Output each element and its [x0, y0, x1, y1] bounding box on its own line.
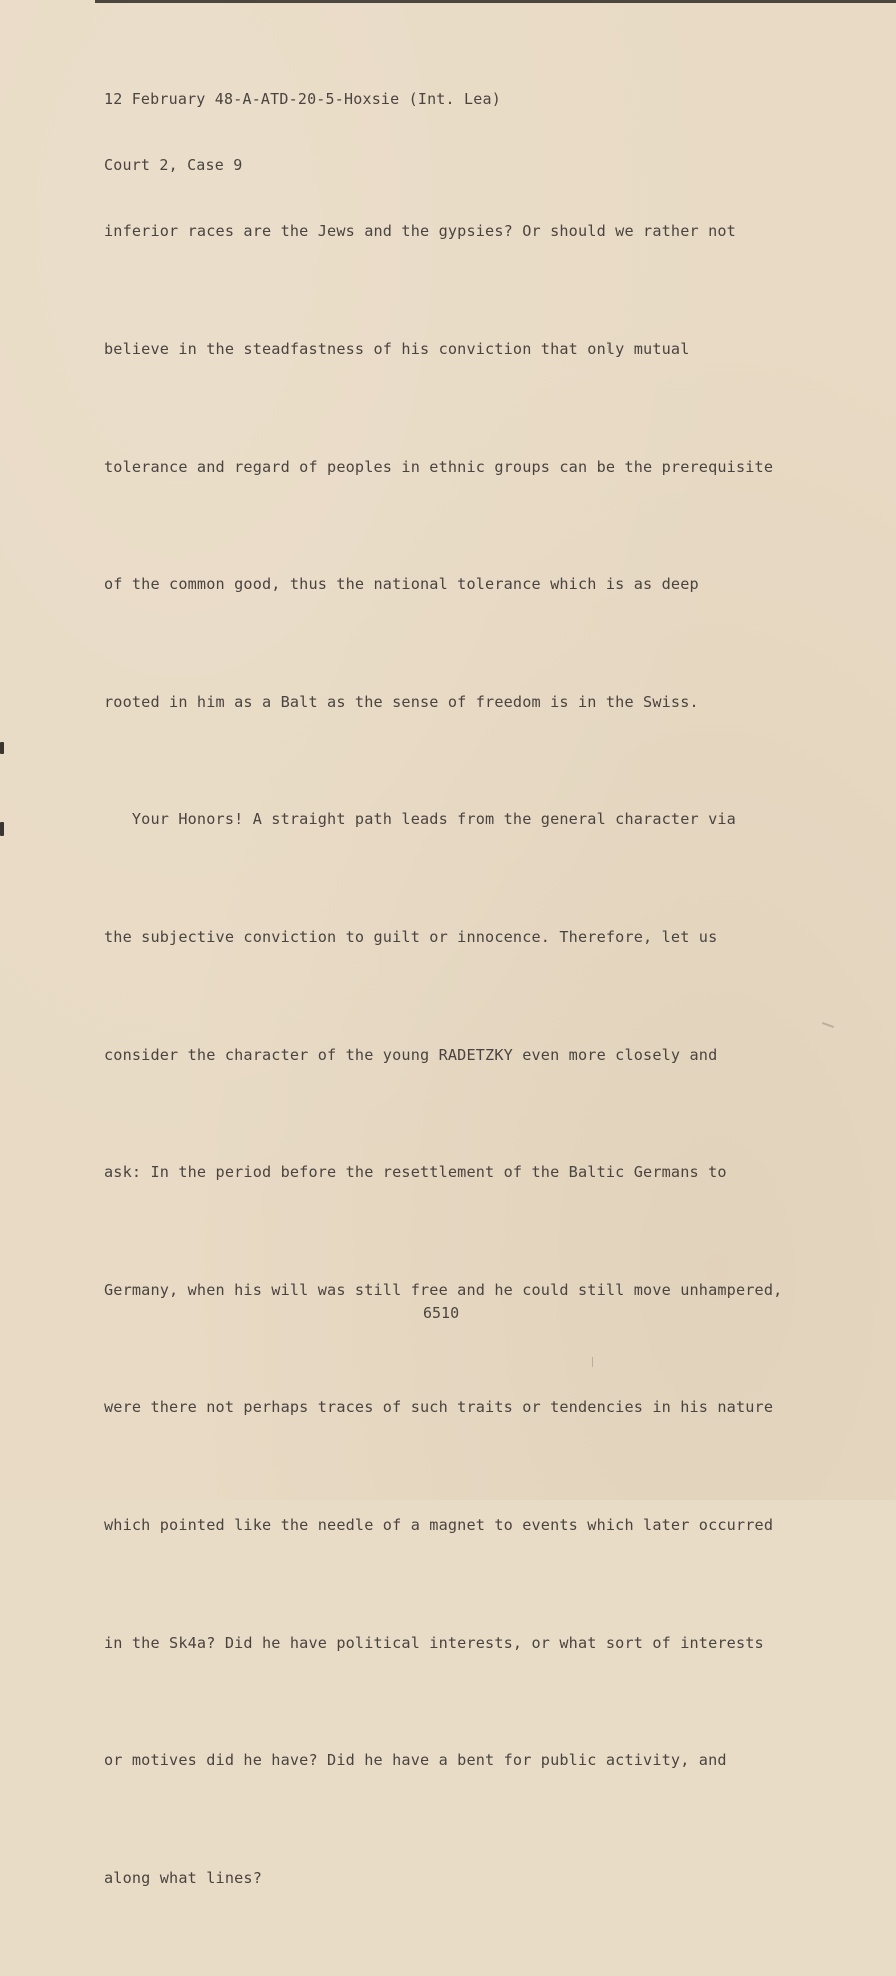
- text-line: were there not perhaps traces of such traits or tendencies in his nature: [104, 1398, 774, 1417]
- document-body: [104, 134, 824, 1976]
- top-edge-line: [95, 0, 896, 3]
- text-line: inferior races are the Jews and the gypsies? Or should we rather not: [104, 222, 736, 241]
- text-line: of the common good, thus the national tolerance which is as deep: [104, 575, 699, 594]
- header-reference-line: 12 February 48-A-ATD-20-5-Hoxsie (Int. Lea): [104, 90, 501, 108]
- header-court-line: Court 2, Case 9: [104, 156, 243, 174]
- text-line: tolerance and regard of peoples in ethnic groups can be the prerequisite: [104, 457, 774, 476]
- text-line: in the Sk4a? Did he have political interests, or what sort of interests: [104, 1633, 764, 1652]
- text-line: Germany, when his will was still free and he could still move unhampered,: [104, 1280, 783, 1299]
- text-line: consider the character of the young RADETZKY even more closely and: [104, 1045, 718, 1064]
- text-line: the subjective conviction to guilt or innocence. Therefore, let us: [104, 927, 718, 946]
- text-line: along what lines?: [104, 1868, 262, 1887]
- left-edge-mark: [0, 742, 4, 754]
- text-line: Your Honors! A straight path leads from the general character via: [104, 810, 736, 829]
- text-line: rooted in him as a Balt as the sense of freedom is in the Swiss.: [104, 692, 699, 711]
- text-line: which pointed like the needle of a magnet to events which later occurred: [104, 1515, 774, 1534]
- text-line: ask: In the period before the resettlement of the Baltic Germans to: [104, 1163, 727, 1182]
- page-number: 6510: [423, 1304, 460, 1322]
- left-edge-mark: [0, 822, 4, 836]
- text-line: or motives did he have? Did he have a bent for public activity, and: [104, 1751, 727, 1770]
- text-line: believe in the steadfastness of his conviction that only mutual: [104, 340, 690, 358]
